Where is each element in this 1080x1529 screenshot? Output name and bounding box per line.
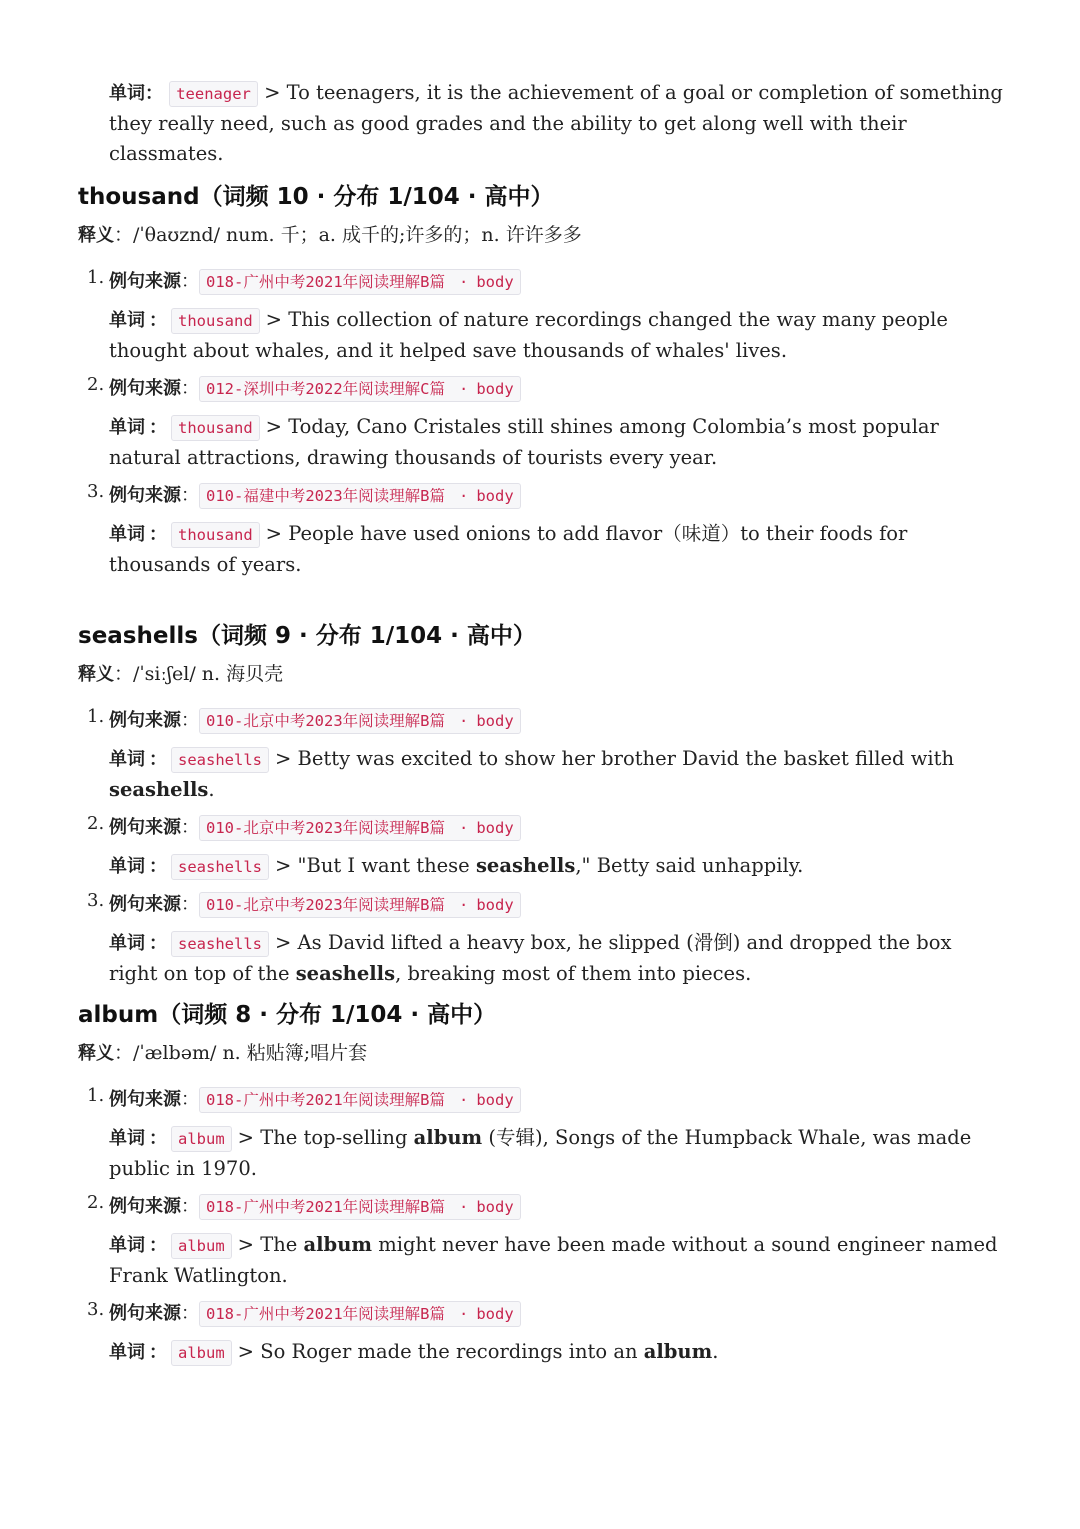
sentence-text: > So Roger made the recordings into an: [237, 1340, 644, 1363]
word-label: 单词: [109, 310, 145, 331]
example-item: [78, 1190, 1008, 1291]
source-label: 例句来源: [109, 894, 181, 915]
word-tag: thousand: [171, 308, 260, 334]
source-section: body: [476, 380, 514, 398]
keyword-highlight: seashells: [109, 778, 209, 801]
word-label: 单词: [109, 856, 145, 877]
source-section: body: [476, 712, 514, 730]
example-item: [78, 811, 1008, 882]
word-label: 单词: [109, 417, 145, 438]
word-label: 单词: [109, 1235, 145, 1256]
colon: ：: [181, 271, 199, 292]
sentence-text: > Betty was excited to show her brother David the basket filled with: [275, 747, 955, 770]
source-section: body: [476, 819, 514, 837]
colon: ：: [181, 817, 199, 838]
source-label: 例句来源: [109, 1196, 181, 1217]
keyword-highlight: seashells: [475, 854, 576, 877]
example-item: [78, 888, 1008, 989]
sentence-text: > People have used onions to add flavor（味道）to their foods for thousands of years.: [109, 522, 908, 576]
source-label: 例句来源: [109, 378, 181, 399]
example-item: [78, 1083, 1008, 1184]
sentence-text: > To teenagers, it is the achievement of a goal or completion of something they really need, such as good grades and the ability to get along well with their classmates.: [109, 81, 1003, 165]
source-section: body: [476, 487, 514, 505]
source-label: 例句来源: [109, 1303, 181, 1324]
word-label: 单词: [109, 933, 145, 954]
sentence-text: > As David lifted a heavy box, he slipped (滑倒) and dropped the box right on top of the: [109, 931, 952, 985]
colon: ：: [149, 933, 167, 954]
source-tag: 010-北京中考2023年阅读理解B篇 · body: [199, 708, 521, 734]
keyword-highlight: seashells: [295, 962, 396, 985]
example-number: 1.: [87, 267, 105, 288]
word-tag: teenager: [169, 81, 258, 107]
colon: ：: [149, 1128, 167, 1149]
colon: ：: [181, 710, 199, 731]
example-number: 3.: [87, 481, 105, 502]
source-name: 010-北京中考2023年阅读理解B篇: [206, 819, 445, 837]
source-name: 018-广州中考2021年阅读理解B篇: [206, 1198, 445, 1216]
sentence-tail: might never have been made without a sound engineer named Frank Watlington.: [109, 1233, 998, 1287]
keyword-highlight: album: [303, 1233, 373, 1256]
entry-meta: （词频 8 · 分布 1/104 · 高中）: [158, 1002, 497, 1028]
sentence-text: > "But I want these: [275, 854, 476, 877]
entry-meta: （词频 10 · 分布 1/104 · 高中）: [199, 184, 554, 210]
example-list: [78, 265, 1008, 580]
source-name: 010-福建中考2023年阅读理解B篇: [206, 487, 445, 505]
colon: ：: [114, 224, 134, 246]
colon: ：: [181, 894, 199, 915]
definition: [78, 220, 1008, 251]
example-number: 1.: [87, 706, 105, 727]
definition-text: /ˈælbəm/ n. 粘贴簿;唱片套: [133, 1042, 368, 1064]
example-list: [78, 1083, 1008, 1368]
definition-text: /ˈθaʊznd/ num. 千；a. 成千的;许多的；n. 许许多多: [133, 224, 582, 246]
definition-text: /ˈsiːʃel/ n. 海贝壳: [133, 663, 284, 685]
word-tag: seashells: [171, 854, 269, 880]
word-label: 单词: [109, 749, 145, 770]
colon: ：: [149, 524, 167, 545]
word-label: 单词: [109, 1128, 145, 1149]
word-entry-seashells: [78, 619, 1008, 995]
source-section: body: [476, 1198, 514, 1216]
source-section: body: [476, 896, 514, 914]
example-item: [78, 479, 1008, 580]
source-section: body: [476, 273, 514, 291]
headword: seashells: [78, 623, 198, 649]
definition-label: 释义: [78, 225, 114, 246]
source-tag: 010-北京中考2023年阅读理解B篇 · body: [199, 892, 521, 918]
colon: ：: [114, 663, 134, 685]
word-label: 单词: [109, 524, 145, 545]
colon: ：: [181, 1089, 199, 1110]
source-tag: 018-广州中考2021年阅读理解B篇 · body: [199, 1194, 521, 1220]
source-tag: 010-福建中考2023年阅读理解B篇 · body: [199, 483, 521, 509]
colon: ：: [149, 1235, 167, 1256]
colon: ：: [149, 310, 167, 331]
entry-heading: [78, 180, 1008, 214]
word-tag: thousand: [171, 415, 260, 441]
headword: album: [78, 1002, 159, 1028]
colon: ：: [181, 378, 199, 399]
word-tag: seashells: [171, 747, 269, 773]
word-tag: album: [171, 1233, 232, 1259]
colon: ：: [181, 1303, 199, 1324]
sentence-text: > The top-selling: [237, 1126, 414, 1149]
word-entry-album: [78, 998, 1008, 1374]
colon: ：: [149, 856, 167, 877]
source-label: 例句来源: [109, 1089, 181, 1110]
source-label: 例句来源: [109, 817, 181, 838]
example-list: [78, 704, 1008, 989]
example-number: 2.: [87, 1192, 105, 1213]
sentence-text: > Today, Cano Cristales still shines among Colombia’s most popular natural attractions, drawing thousands of tourists every year.: [109, 415, 939, 469]
sentence-tail: .: [712, 1340, 719, 1363]
source-name: 018-广州中考2021年阅读理解B篇: [206, 1305, 445, 1323]
word-tag: album: [171, 1340, 232, 1366]
sentence-text: > The: [237, 1233, 304, 1256]
headword: thousand: [78, 184, 200, 210]
example-number: 3.: [87, 890, 105, 911]
colon: ：: [181, 1196, 199, 1217]
keyword-highlight: album: [643, 1340, 713, 1363]
colon: ：: [149, 417, 167, 438]
source-tag: 010-北京中考2023年阅读理解B篇 · body: [199, 815, 521, 841]
example-number: 2.: [87, 374, 105, 395]
definition-label: 释义: [78, 1043, 114, 1064]
example-number: 3.: [87, 1299, 105, 1320]
colon: ：: [149, 749, 167, 770]
source-label: 例句来源: [109, 710, 181, 731]
source-name: 018-广州中考2021年阅读理解B篇: [206, 273, 445, 291]
source-name: 018-广州中考2021年阅读理解B篇: [206, 1091, 445, 1109]
definition: [78, 659, 1008, 690]
entry-heading: [78, 619, 1008, 653]
keyword-highlight: album: [413, 1126, 483, 1149]
entry-meta: （词频 9 · 分布 1/104 · 高中）: [197, 623, 536, 649]
example-item: [78, 372, 1008, 473]
sentence-tail: , breaking most of them into pieces.: [395, 962, 752, 985]
entry-heading: [78, 998, 1008, 1032]
word-entry-thousand: [78, 180, 1008, 586]
sentence-tail: (专辑), Songs of the Humpback Whale, was made public in 1970.: [109, 1126, 972, 1180]
source-tag: 018-广州中考2021年阅读理解B篇 · body: [199, 1087, 521, 1113]
word-label: 单词: [109, 83, 145, 104]
example-number: 1.: [87, 1085, 105, 1106]
word-tag: thousand: [171, 522, 260, 548]
sentence-tail: .: [208, 778, 215, 801]
example-item: [78, 265, 1008, 366]
colon: ：: [114, 1042, 134, 1064]
source-name: 012-深圳中考2022年阅读理解C篇: [206, 380, 445, 398]
sentence-tail: ," Betty said unhappily.: [575, 854, 804, 877]
source-tag: 012-深圳中考2022年阅读理解C篇 · body: [199, 376, 521, 402]
example-item: [78, 704, 1008, 805]
colon: ：: [149, 1342, 167, 1363]
source-label: 例句来源: [109, 271, 181, 292]
source-name: 010-北京中考2023年阅读理解B篇: [206, 712, 445, 730]
sentence-text: > This collection of nature recordings changed the way many people thought about whales, and it helped save thousands of whales' lives.: [109, 308, 948, 362]
definition: [78, 1038, 1008, 1069]
word-tag: seashells: [171, 931, 269, 957]
source-section: body: [476, 1305, 514, 1323]
source-tag: 018-广州中考2021年阅读理解B篇 · body: [199, 1301, 521, 1327]
source-label: 例句来源: [109, 485, 181, 506]
example-item: [78, 1297, 1008, 1368]
source-tag: 018-广州中考2021年阅读理解B篇 · body: [199, 269, 521, 295]
word-label: 单词: [109, 1342, 145, 1363]
example-sentence: [109, 78, 1014, 169]
source-section: body: [476, 1091, 514, 1109]
colon: ：: [145, 83, 163, 104]
word-tag: album: [171, 1126, 232, 1152]
definition-label: 释义: [78, 664, 114, 685]
example-number: 2.: [87, 813, 105, 834]
source-name: 010-北京中考2023年阅读理解B篇: [206, 896, 445, 914]
colon: ：: [181, 485, 199, 506]
